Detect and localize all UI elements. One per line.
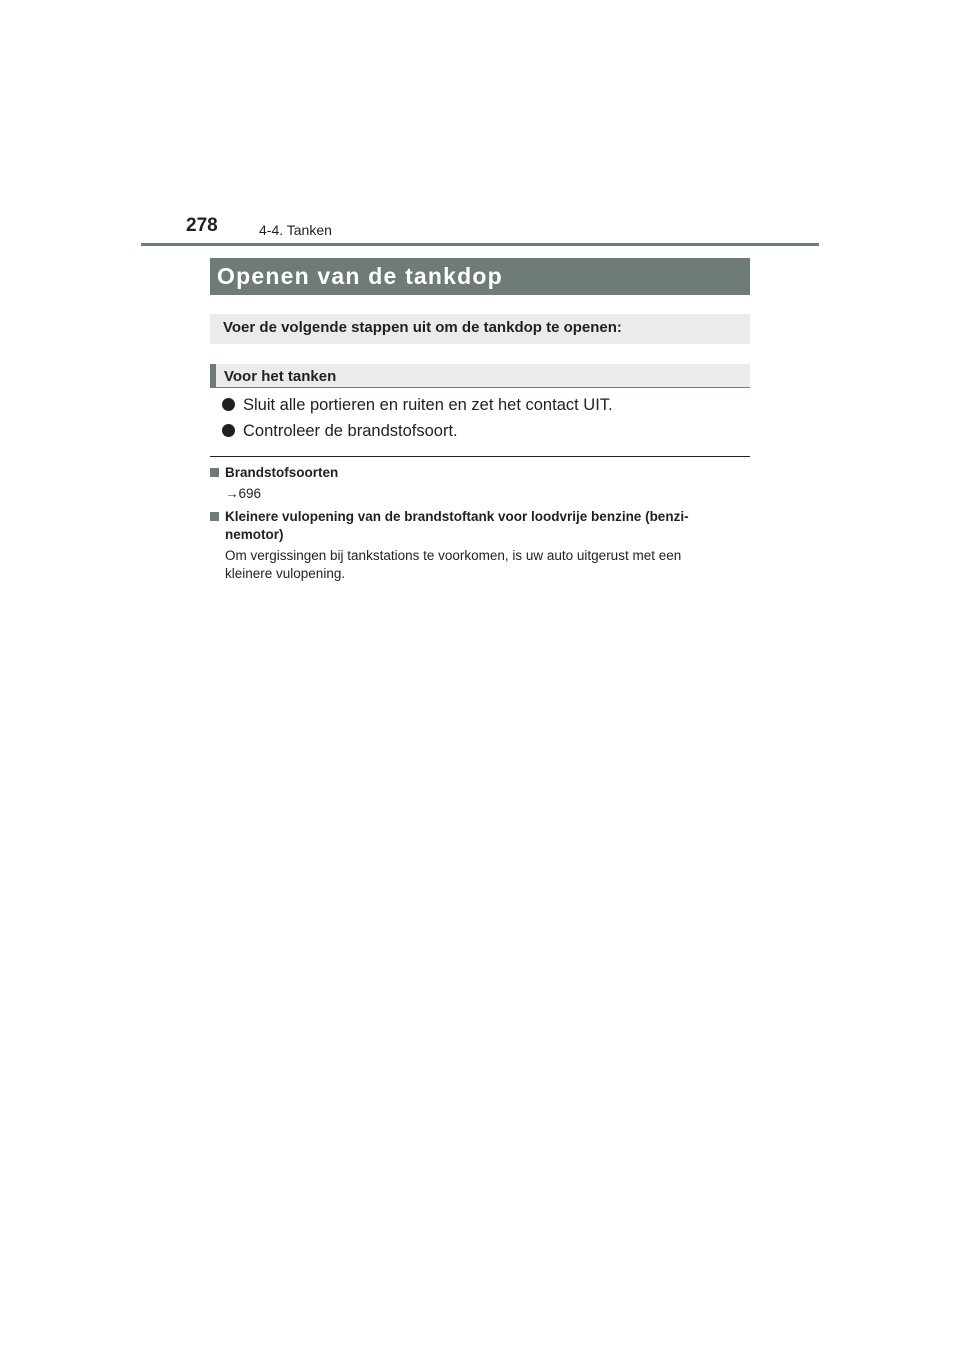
- bullet-dot-icon: [222, 424, 235, 437]
- square-bullet-icon: [210, 512, 219, 521]
- page-title: Openen van de tankdop: [217, 263, 503, 289]
- note-fuel-types: [210, 464, 750, 503]
- subheading: [210, 364, 750, 388]
- note-heading: Kleinere vulopening van de brandstoftank voor loodvrije benzine (benzi- nemotor): [210, 508, 750, 544]
- bullet-item: [222, 396, 613, 415]
- square-bullet-icon: [210, 468, 219, 477]
- header-rule: [141, 243, 819, 246]
- bullet-text: Sluit alle portieren en ruiten en zet het contact UIT.: [243, 396, 613, 414]
- bullet-text: Controleer de brandstofsoort.: [243, 422, 458, 440]
- title-bar: [210, 258, 750, 295]
- bullet-dot-icon: [222, 398, 235, 411]
- page-reference-link[interactable]: [210, 485, 750, 503]
- section-reference: 4-4. Tanken: [259, 222, 332, 238]
- bullet-item: [222, 422, 458, 441]
- subheading-bar: [210, 364, 216, 388]
- page-number: 278: [186, 215, 218, 236]
- intro-text: Voer de volgende stappen uit om de tankdop te openen:: [223, 319, 622, 336]
- note-filler-neck: [210, 508, 750, 583]
- intro-box: [210, 314, 750, 344]
- note-body: Om vergissingen bij tankstations te voorkomen, is uw auto uitgerust met een kleinere vulopening.: [225, 548, 682, 581]
- subheading-text: Voor het tanken: [224, 368, 337, 385]
- page-reference: 696: [238, 486, 262, 501]
- note-heading: Brandstofsoorten: [210, 464, 750, 482]
- arrow-right-icon: →: [225, 486, 239, 501]
- section-divider: [210, 456, 750, 457]
